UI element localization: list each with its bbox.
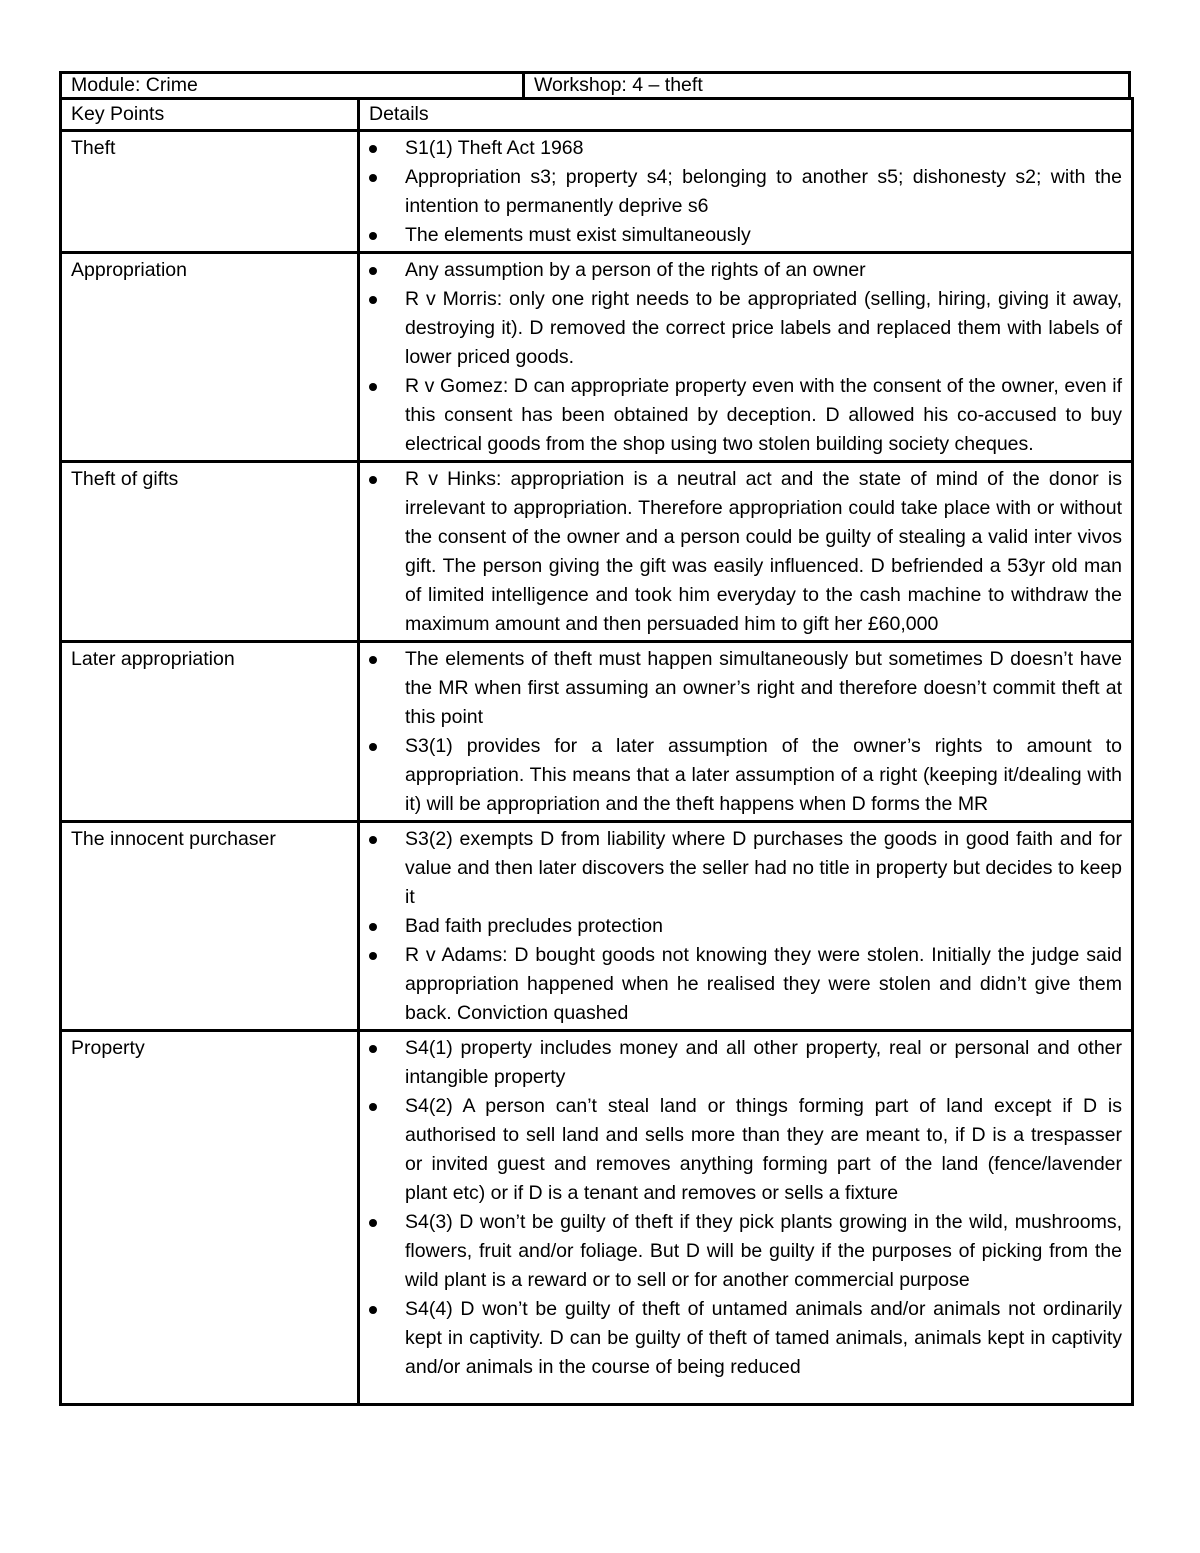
details-cell xyxy=(359,642,1133,822)
bullet-icon xyxy=(369,476,377,484)
table-body xyxy=(61,131,1133,1405)
bullet-list xyxy=(369,645,1122,819)
module-cell: Module: Crime xyxy=(61,73,524,99)
bullet-icon xyxy=(369,836,377,844)
header-table xyxy=(59,71,1131,100)
bullet-icon xyxy=(369,656,377,664)
bullet-item xyxy=(369,645,1122,732)
key-point-cell: The innocent purchaser xyxy=(61,822,359,1031)
bullet-text: S3(2) exempts D from liability where D purchases the goods in good faith and for value and then later discovers the seller had no title in property but decides to keep it xyxy=(405,828,1122,908)
bullet-item xyxy=(369,163,1122,221)
bullet-text: S4(2) A person can’t steal land or things forming part of land except if D is authorised to sell land and sells more than they are meant to, if D is a trespasser or invited guest and removes anything forming part of the land (fence/lavender plant etc) or if D is a tenant and removes or sells a fixture xyxy=(405,1095,1122,1204)
bullet-icon xyxy=(369,952,377,960)
details-cell xyxy=(359,253,1133,462)
bullet-list xyxy=(369,465,1122,639)
bullet-text: R v Adams: D bought goods not knowing they were stolen. Initially the judge said appropriation happened when he realised they were stolen and didn’t give them back. Conviction quashed xyxy=(405,944,1122,1024)
bullet-icon xyxy=(369,1103,377,1111)
details-cell xyxy=(359,822,1133,1031)
bullet-text: S4(1) property includes money and all other property, real or personal and other intangible property xyxy=(405,1037,1122,1088)
bullet-item xyxy=(369,1295,1122,1382)
bullet-icon xyxy=(369,383,377,391)
key-point-cell: Theft of gifts xyxy=(61,462,359,642)
notes-page xyxy=(59,71,1131,1406)
bullet-item xyxy=(369,912,1122,941)
bullet-item xyxy=(369,256,1122,285)
details-cell xyxy=(359,131,1133,253)
notes-table xyxy=(59,97,1134,1406)
bullet-item xyxy=(369,825,1122,912)
bullet-item xyxy=(369,1208,1122,1295)
bullet-icon xyxy=(369,923,377,931)
bullet-list xyxy=(369,825,1122,1028)
bullet-text: The elements must exist simultaneously xyxy=(405,224,751,246)
bullet-list xyxy=(369,134,1122,250)
bullet-item xyxy=(369,372,1122,459)
bullet-icon xyxy=(369,1306,377,1314)
bullet-item xyxy=(369,134,1122,163)
bullet-icon xyxy=(369,145,377,153)
details-cell xyxy=(359,1031,1133,1405)
bullet-text: The elements of theft must happen simultaneously but sometimes D doesn’t have the MR when first assuming an owner’s right and therefore doesn’t commit theft at this point xyxy=(405,648,1122,728)
details-header: Details xyxy=(359,99,1133,131)
table-row xyxy=(61,642,1133,822)
bullet-text: S3(1) provides for a later assumption of the owner’s rights to amount to appropriation. This means that a later assumption of a right (keeping it/dealing with it) will be appropriation and the theft happens when D forms the MR xyxy=(405,735,1122,815)
table-row xyxy=(61,1031,1133,1405)
details-cell xyxy=(359,462,1133,642)
bullet-text: Appropriation s3; property s4; belonging to another s5; dishonesty s2; with the intention to permanently deprive s6 xyxy=(405,166,1122,217)
bullet-icon xyxy=(369,1045,377,1053)
workshop-cell: Workshop: 4 – theft xyxy=(524,73,1130,99)
bullet-icon xyxy=(369,267,377,275)
bullet-icon xyxy=(369,296,377,304)
key-point-cell: Property xyxy=(61,1031,359,1405)
bullet-text: S1(1) Theft Act 1968 xyxy=(405,137,584,159)
bullet-list xyxy=(369,1034,1122,1382)
column-header-row xyxy=(61,99,1133,131)
table-row xyxy=(61,131,1133,253)
bullet-item xyxy=(369,1092,1122,1208)
bullet-item xyxy=(369,941,1122,1028)
key-point-cell: Appropriation xyxy=(61,253,359,462)
bullet-icon xyxy=(369,743,377,751)
bullet-text: R v Gomez: D can appropriate property even with the consent of the owner, even if this consent has been obtained by deception. D allowed his co-accused to buy electrical goods from the shop using two stolen building society cheques. xyxy=(405,375,1122,455)
key-points-header: Key Points xyxy=(61,99,359,131)
bullet-text: S4(3) D won’t be guilty of theft if they pick plants growing in the wild, mushrooms, flowers, fruit and/or foliage. But D will be guilty if the purposes of picking from the wild plant is a reward or to sell or for another commercial purpose xyxy=(405,1211,1122,1291)
table-row xyxy=(61,462,1133,642)
bullet-icon xyxy=(369,232,377,240)
bullet-icon xyxy=(369,1219,377,1227)
bullet-item xyxy=(369,1034,1122,1092)
bullet-item xyxy=(369,285,1122,372)
bullet-item xyxy=(369,732,1122,819)
bullet-text: Bad faith precludes protection xyxy=(405,915,663,937)
bullet-icon xyxy=(369,174,377,182)
bullet-text: R v Hinks: appropriation is a neutral act and the state of mind of the donor is irrelevant to appropriation. Therefore appropriation could take place with or without the consent of the owner and a person could be guilty of stealing a valid inter vivos gift. The person giving the gift was easily influenced. D befriended a 53yr old man of limited intelligence and took him everyday to the cash machine to withdraw the maximum amount and then persuaded him to gift her £60,000 xyxy=(405,468,1122,635)
key-point-cell: Theft xyxy=(61,131,359,253)
bullet-item xyxy=(369,465,1122,639)
key-point-cell: Later appropriation xyxy=(61,642,359,822)
table-row xyxy=(61,822,1133,1031)
bullet-item xyxy=(369,221,1122,250)
table-row xyxy=(61,253,1133,462)
bullet-list xyxy=(369,256,1122,459)
bullet-text: Any assumption by a person of the rights of an owner xyxy=(405,259,866,281)
bullet-text: R v Morris: only one right needs to be appropriated (selling, hiring, giving it away, destroying it). D removed the correct price labels and replaced them with labels of lower priced goods. xyxy=(405,288,1122,368)
bullet-text: S4(4) D won’t be guilty of theft of untamed animals and/or animals not ordinarily kept in captivity. D can be guilty of theft of tamed animals, animals kept in captivity and/or animals in the course of being reduced xyxy=(405,1298,1122,1378)
